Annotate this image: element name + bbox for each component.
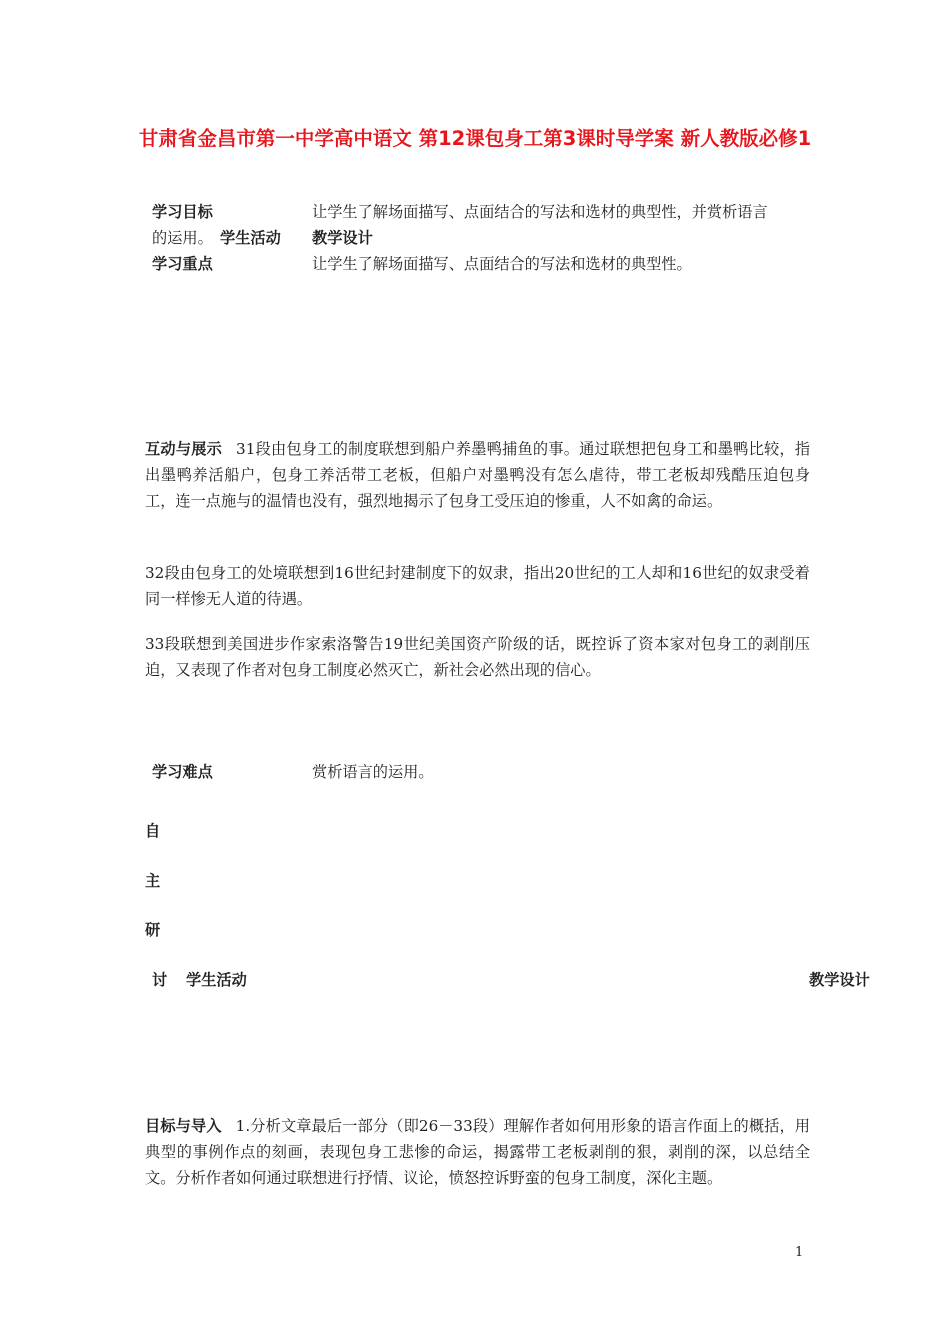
goal-intro-label: 目标与导入 [145, 1117, 222, 1135]
page-number: 1 [795, 1245, 804, 1260]
difficulty-text: 赏析语言的运用。 [312, 763, 434, 781]
interaction-paragraph-3: 33段联想到美国进步作家索洛警告19世纪美国资产阶级的话，既控诉了资本家对包身工的剥削压迫，又表现了作者对包身工制度必然灭亡，新社会必然出现的信心。 [145, 635, 810, 679]
self-study-char-3: 研 [145, 921, 161, 939]
self-study-char-2: 主 [145, 872, 161, 890]
interaction-label: 互动与展示 [145, 440, 223, 458]
goal-intro-text: 1.分析文章最后一部分（即26－33段）理解作者如何用形象的语言作面上的概括，用典型的事例作点的刻画，表现包身工悲惨的命运，揭露带工老板剥削的狠，剥削的深，以总结全文。分析作者如何通过联想进行抒情、议论，愤怒控诉野蛮的包身工制度，深化主题。 [145, 1117, 810, 1187]
goal-intro-paragraph [145, 1113, 810, 1191]
self-study-design-label: 教学设计 [809, 971, 870, 989]
self-study-char-4: 讨 [152, 971, 168, 989]
objectives-text: 让学生了解场面描写、点面结合的写法和选材的典型性，并赏析语言 [312, 203, 768, 221]
objectives-text-cont: 的运用。 [152, 229, 213, 247]
teaching-design-label: 教学设计 [312, 229, 373, 247]
self-study-char-1: 自 [145, 822, 161, 840]
interaction-paragraph-1 [145, 436, 810, 514]
key-point-label: 学习重点 [152, 255, 213, 273]
document-title: 甘肃省金昌市第一中学高中语文 第12课包身工第3课时导学案 新人教版必修1 [138, 127, 812, 150]
objectives-label: 学习目标 [152, 203, 213, 221]
student-activity-label: 学生活动 [220, 229, 281, 247]
difficulty-label: 学习难点 [152, 763, 213, 781]
self-study-activity-label: 学生活动 [186, 971, 247, 989]
interaction-paragraph-2: 32段由包身工的处境联想到16世纪封建制度下的奴隶，指出20世纪的工人却和16世纪的奴隶受着同一样惨无人道的待遇。 [145, 564, 810, 608]
key-point-text: 让学生了解场面描写、点面结合的写法和选材的典型性。 [312, 255, 692, 273]
interaction-text-1: 31段由包身工的制度联想到船户养墨鸭捕鱼的事。通过联想把包身工和墨鸭比较，指出墨鸭养活船户，包身工养活带工老板，但船户对墨鸭没有怎么虐待，带工老板却残酷压迫包身工，连一点施与的温情也没有，强烈地揭示了包身工受压迫的惨重，人不如禽的命运。 [145, 440, 811, 510]
